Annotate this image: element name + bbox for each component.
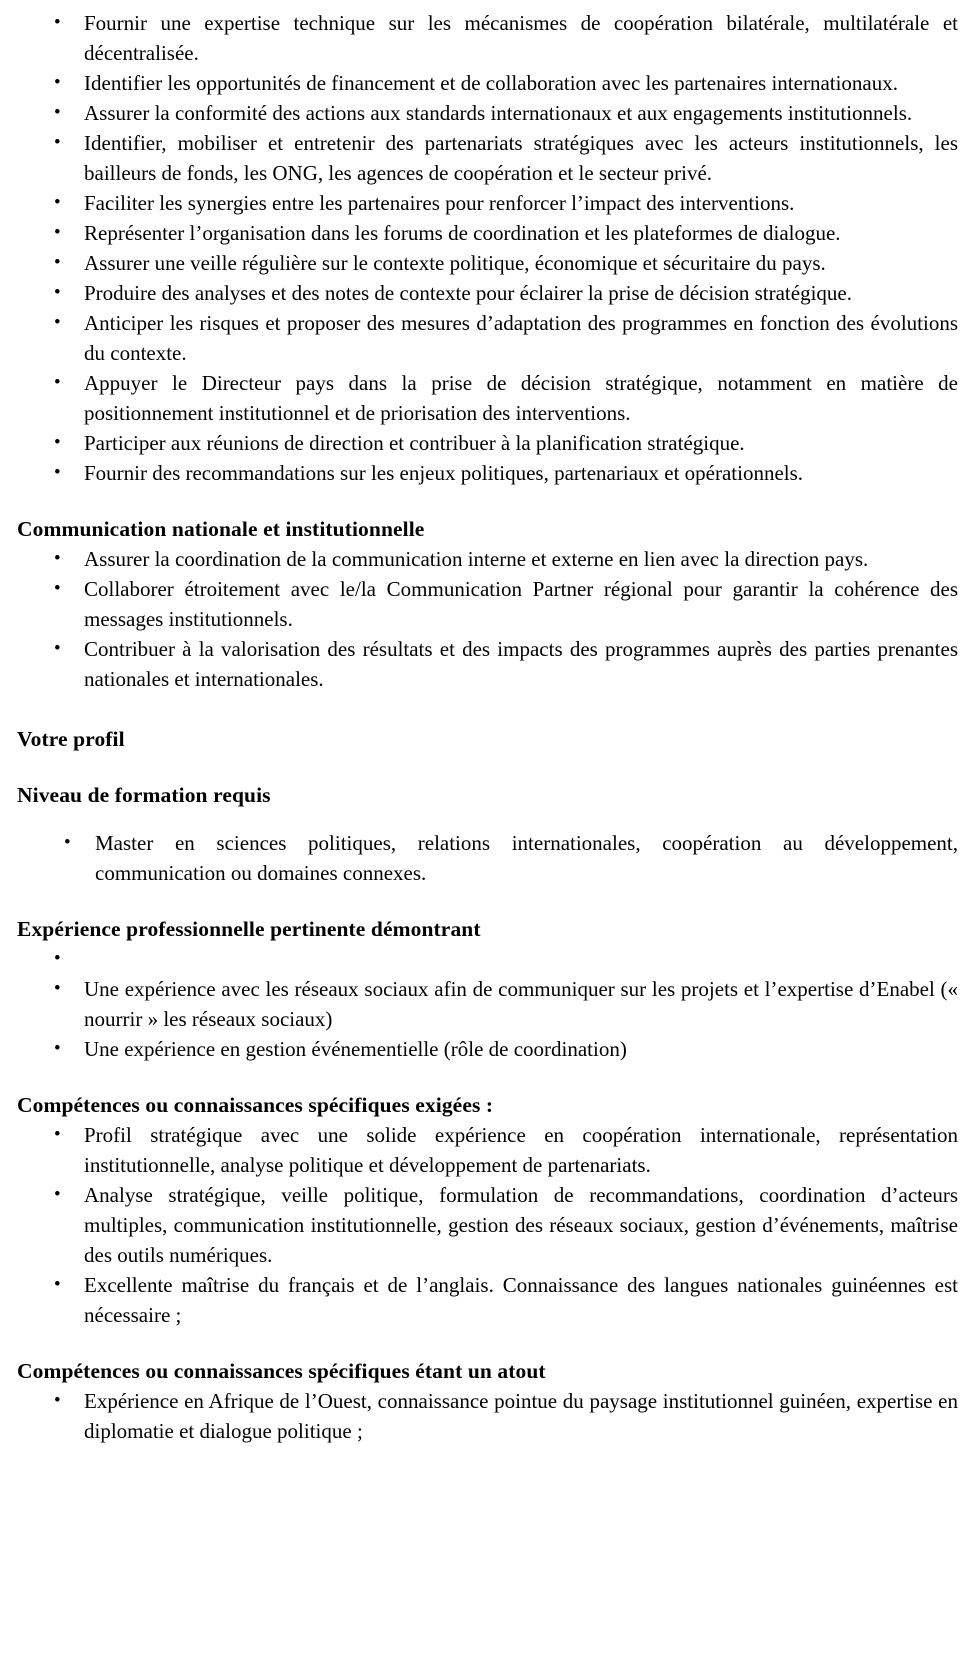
list-item bbox=[17, 308, 958, 368]
list-item bbox=[17, 634, 958, 694]
list-item-text: • Faciliter les synergies entre les partenaires pour renforcer l’impact des interventions. bbox=[84, 191, 795, 215]
list-item-text: • Une expérience avec les réseaux sociaux afin de communiquer sur les projets et l’expertise d’Enabel (« nourrir » les réseaux sociaux) bbox=[84, 977, 958, 1031]
list-item bbox=[17, 1120, 958, 1180]
list-item-text: • Identifier les opportunités de financement et de collaboration avec les partenaires internationaux. bbox=[84, 71, 899, 95]
list-item bbox=[17, 278, 958, 308]
list-item bbox=[17, 544, 958, 574]
list-item bbox=[17, 828, 958, 888]
list-item bbox=[17, 1180, 958, 1270]
list-item-text: • Identifier, mobiliser et entretenir des partenariats stratégiques avec les acteurs institutionnels, les bailleurs de fonds, les ONG, les agences de coopération et le secteur privé. bbox=[84, 131, 958, 185]
list-item bbox=[17, 188, 958, 218]
list-item bbox=[17, 68, 958, 98]
section-heading-communication: Communication nationale et institutionnelle bbox=[17, 517, 425, 541]
list-experience bbox=[17, 944, 958, 1064]
list-item-text: • Fournir une expertise technique sur les mécanismes de coopération bilatérale, multilatérale et décentralisée. bbox=[84, 11, 958, 65]
list-item-text: • Master en sciences politiques, relations internationales, coopération au développement, communication ou domaines connexes. bbox=[95, 831, 958, 885]
list-item-text: • Représenter l’organisation dans les forums de coordination et les plateformes de dialogue. bbox=[84, 221, 841, 245]
list-item bbox=[17, 1034, 958, 1064]
list-item-text: • Assurer la coordination de la communication interne et externe en lien avec la direction pays. bbox=[84, 547, 869, 571]
list-item bbox=[17, 98, 958, 128]
list-niveau-formation bbox=[17, 828, 958, 888]
list-item-text: • Produire des analyses et des notes de contexte pour éclairer la prise de décision stratégique. bbox=[84, 281, 852, 305]
list-item-text: • Analyse stratégique, veille politique, formulation de recommandations, coordination d’acteurs multiples, communication institutionnelle, gestion des réseaux sociaux, gestion d’événements, maîtrise des outils numériques. bbox=[84, 1183, 958, 1267]
list-item-text: • Assurer la conformité des actions aux standards internationaux et aux engagements institutionnels. bbox=[84, 101, 913, 125]
list-item bbox=[17, 974, 958, 1034]
section-heading-competences-exigees: Compétences ou connaissances spécifiques exigées : bbox=[17, 1093, 494, 1117]
list-item-text: • Profil stratégique avec une solide expérience en coopération internationale, représentation institutionnelle, analyse politique et développement de partenariats. bbox=[84, 1123, 958, 1177]
section-heading-experience: Expérience professionnelle pertinente démontrant bbox=[17, 917, 481, 941]
list-item-text: • Anticiper les risques et proposer des mesures d’adaptation des programmes en fonction des évolutions du contexte. bbox=[84, 311, 958, 365]
list-item bbox=[17, 128, 958, 188]
list-responsabilites bbox=[17, 8, 958, 488]
list-item bbox=[17, 368, 958, 428]
list-item bbox=[17, 458, 958, 488]
list-competences-atout bbox=[17, 1386, 958, 1446]
list-communication bbox=[17, 544, 958, 694]
list-item-text: • Excellente maîtrise du français et de l’anglais. Connaissance des langues nationales guinéennes est nécessaire ; bbox=[84, 1273, 958, 1327]
list-item-empty bbox=[17, 944, 958, 974]
section-heading-votre-profil: Votre profil bbox=[17, 727, 125, 751]
list-competences-exigees bbox=[17, 1120, 958, 1330]
list-item bbox=[17, 1270, 958, 1330]
list-item bbox=[17, 574, 958, 634]
list-item bbox=[17, 428, 958, 458]
list-item-text: • Assurer une veille régulière sur le contexte politique, économique et sécuritaire du pays. bbox=[84, 251, 826, 275]
list-item-text: • Appuyer le Directeur pays dans la prise de décision stratégique, notamment en matière de positionnement institutionnel et de priorisation des interventions. bbox=[84, 371, 958, 425]
list-item bbox=[17, 8, 958, 68]
section-heading-competences-atout: Compétences ou connaissances spécifiques étant un atout bbox=[17, 1359, 546, 1383]
list-item-text: • Contribuer à la valorisation des résultats et des impacts des programmes auprès des parties prenantes nationales et internationales. bbox=[84, 637, 958, 691]
list-item bbox=[17, 248, 958, 278]
list-item bbox=[17, 1386, 958, 1446]
list-item-text: • Une expérience en gestion événementielle (rôle de coordination) bbox=[84, 1037, 627, 1061]
section-heading-niveau-formation: Niveau de formation requis bbox=[17, 783, 271, 807]
list-item-text: • Collaborer étroitement avec le/la Communication Partner régional pour garantir la cohérence des messages institutionnels. bbox=[84, 577, 958, 631]
list-item-text: • Expérience en Afrique de l’Ouest, connaissance pointue du paysage institutionnel guinéen, expertise en diplomatie et dialogue politique ; bbox=[84, 1389, 958, 1443]
list-item bbox=[17, 218, 958, 248]
list-item-text: • Participer aux réunions de direction et contribuer à la planification stratégique. bbox=[84, 431, 745, 455]
list-item-text: • Fournir des recommandations sur les enjeux politiques, partenariaux et opérationnels. bbox=[84, 461, 804, 485]
